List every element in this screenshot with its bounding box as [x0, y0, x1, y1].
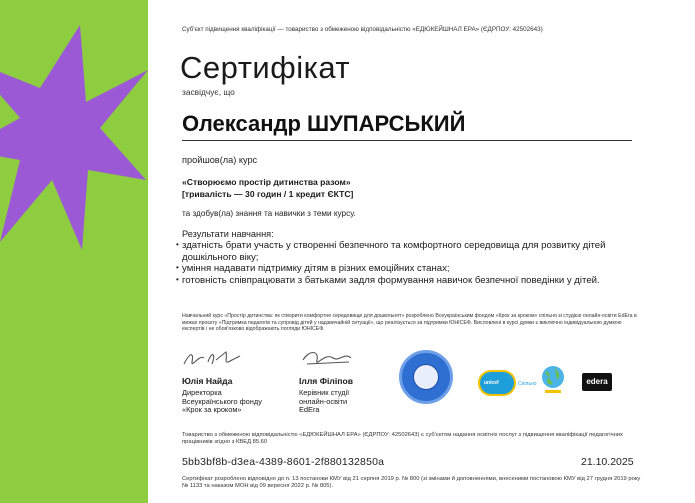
course-name: «Створюємо простір дитинства разом» [182, 177, 351, 187]
provider-line: Суб'єкт підвищення кваліфікації — товариство з обмеженою відповідальністю «ЕДЮКЕЙШНАЛ ЕРА» (ЄДРПОУ: 42502643) [182, 26, 543, 33]
spilno-logo: Спільно [518, 381, 537, 387]
signatory-naida [182, 348, 262, 415]
star-burst-icon [0, 10, 148, 270]
signatory-role: Директорка Всеукраїнського фонду «Крок за кроком» [182, 388, 262, 415]
signatory-role: Керівник студії онлайн-освіти EdEra [299, 388, 350, 415]
unicef-logo-icon: unicef [478, 370, 516, 396]
result-item: • готовність співпрацювати з батьками задля формування навичок безпечної поведінки у дітей. [176, 275, 646, 287]
globe-logo-icon [539, 364, 567, 396]
legal-footer: Сертифікат розроблено відповідно до п. 13 постанови КМУ від 21 серпня 2019 р. № 800 (зі змінами й доповненнями, внесеними постановою КМУ від 27 грудня 2019 року № 1133 та наказом МОН від 09 вересня 2022 р. № 805). [182, 476, 641, 490]
signatory-name: Юлія Найда [182, 376, 233, 386]
provider-statement: Товариство з обмеженою відповідальністю «ЕДЮКЕЙШНАЛ ЕРА» (ЄДРПОУ: 42502643) є суб'єктом надання освітніх послуг з підвищення кваліфікації педагогічних працівників згідно з КВЕД 85.60 [182, 432, 623, 446]
seal-center [413, 364, 439, 390]
certificate-title: Сертифікат [180, 50, 351, 85]
completed-text: пройшов(ла) курс [182, 155, 258, 165]
decorative-sidebar [0, 0, 148, 503]
signatory-filipov [299, 348, 359, 415]
result-item: • уміння надавати підтримку дітям в різних емоційних станах; [176, 263, 646, 275]
course-fineprint: Навчальний курс «Простір дитинства: як створити комфортне середовище для дошкільнят» розроблено Всеукраїнським фондом «Крок за кроком» спільно зі студією онлайн-освіти EdEra в межах проєкту «Підтримка педагогів та супровід дітей у надзвичайній ситуації», що реалізується за підтримки ЮНІСЕФ. Висловлені в курсі думки є виключно індивідуальною думкою експертів і не обов'язково відображають погляди ЮНІСЕФ. [182, 313, 637, 332]
recipient-name: Олександр ШУПАРСЬКИЙ [182, 111, 466, 136]
signature-icon [299, 348, 359, 370]
gained-text: та здобув(ла) знання та навички з теми курсу. [182, 209, 356, 218]
signatory-name: Ілля Філіпов [299, 376, 354, 386]
edera-logo: edera [582, 373, 612, 391]
result-item: • здатність брати участь у створенні безпечного та комфортного середовища для розвитку дітей дошкільного віку; [176, 240, 646, 263]
certifies-text: засвідчує, що [182, 87, 235, 97]
certificate-code: 5bb3bf8b-d3ea-4389-8601-2f880132850a [182, 456, 385, 468]
course-info [182, 176, 353, 200]
signature-icon [182, 348, 242, 370]
name-underline [182, 140, 632, 141]
issue-date: 21.10.2025 [581, 456, 634, 468]
results-title: Результати навчання: [182, 229, 274, 239]
official-seal-icon [399, 350, 453, 404]
results-list [176, 240, 646, 287]
course-duration: [тривалість — 30 годин / 1 кредит ЄКТС] [182, 189, 354, 199]
